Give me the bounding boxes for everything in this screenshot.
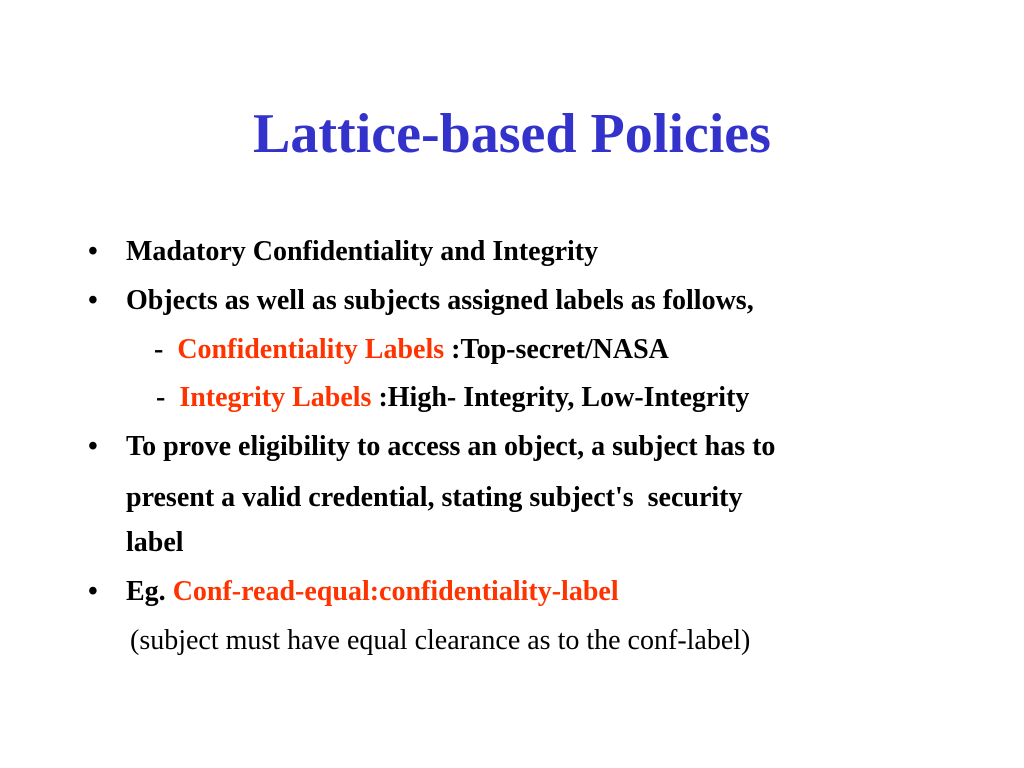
bullet-item-4 [126, 575, 619, 609]
sub-item-dash: - [156, 382, 166, 413]
sub-item-integrity [156, 381, 749, 415]
sub-item-dash: - [154, 334, 164, 365]
example-rule: Conf-read-equal:confidentiality-label [172, 576, 619, 607]
example-note: (subject must have equal clearance as to the conf-label) [130, 625, 751, 656]
integrity-labels-value: :High- Integrity, Low-Integrity [378, 382, 750, 413]
bullet-item-3-line-3: label [126, 527, 184, 558]
bullet-3: • [88, 431, 98, 462]
example-prefix: Eg. [126, 576, 166, 607]
confidentiality-labels-label: Confidentiality Labels [177, 334, 445, 365]
slide-title: Lattice-based Policies [253, 103, 771, 165]
integrity-labels-label: Integrity Labels [179, 382, 372, 413]
bullet-1: • [88, 236, 98, 267]
confidentiality-labels-value: :Top-secret/NASA [451, 334, 669, 365]
bullet-item-3-line-2: present a valid credential, stating subject's security [126, 482, 743, 513]
bullet-2-glyph: • [88, 285, 98, 316]
bullet-item-3-line-1: To prove eligibility to access an object, a subject has to [126, 431, 776, 462]
bullet-item-2-text: Objects as well as subjects assigned labels as follows, [126, 285, 754, 316]
sub-item-confidentiality [154, 333, 669, 367]
bullet-item-1-text: Madatory Confidentiality and Integrity [126, 236, 599, 267]
bullet-4: • [88, 576, 98, 607]
